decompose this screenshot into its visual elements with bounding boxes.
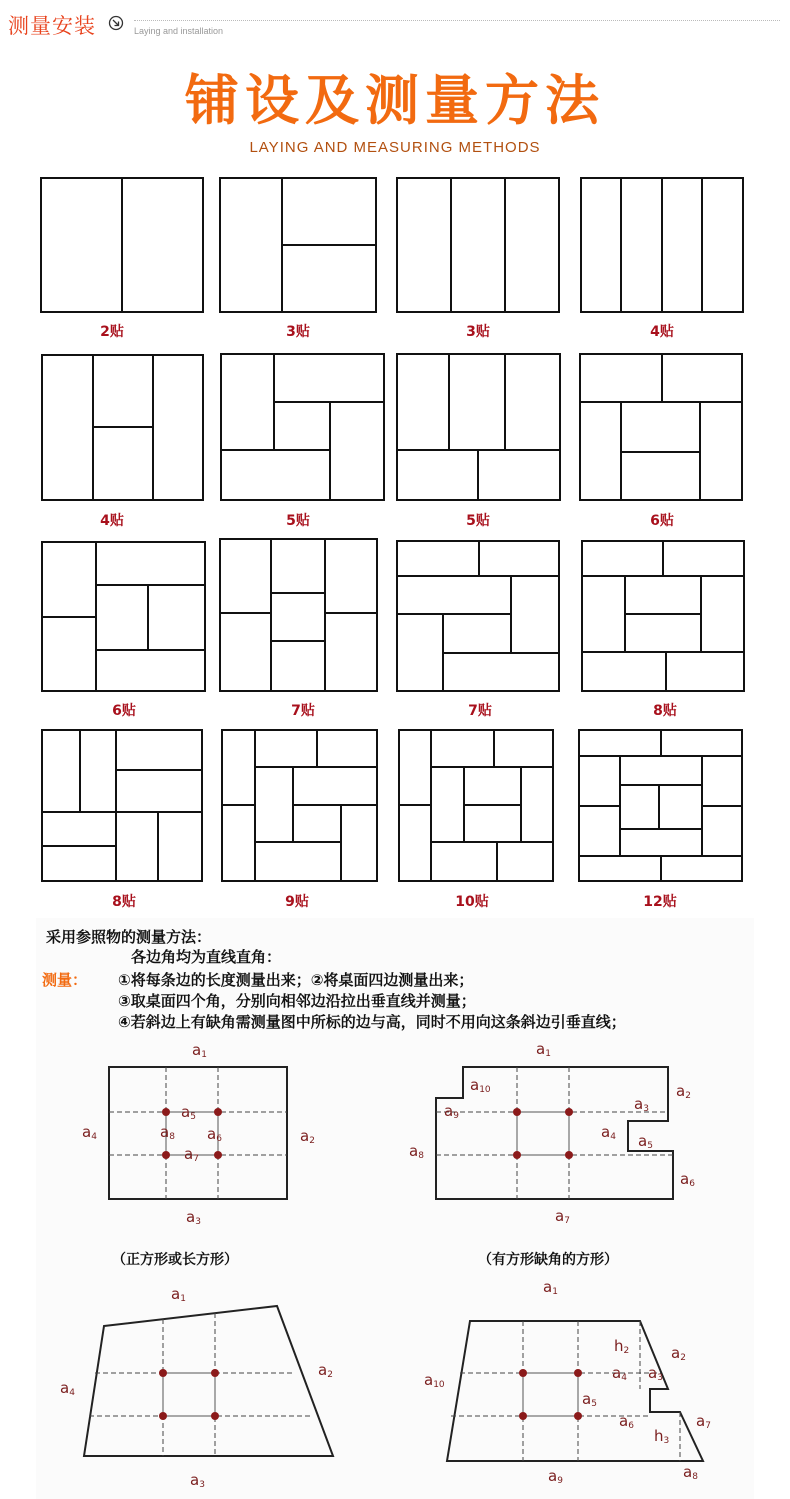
measure-title: 采用参照物的测量方法： [46, 928, 212, 946]
label-a2: a2 [318, 1361, 333, 1380]
layout-caption: 10贴 [455, 894, 489, 910]
label-a8: a8 [409, 1142, 424, 1161]
label-a9: a9 [548, 1467, 563, 1486]
layout-caption: 9贴 [285, 894, 309, 910]
label-a3: a3 [634, 1095, 649, 1114]
label-a1: a1 [543, 1278, 558, 1297]
page-subtitle: LAYING AND MEASURING METHODS [249, 139, 541, 156]
layout-caption: 7贴 [468, 703, 492, 719]
label-a3: a3 [648, 1364, 663, 1383]
label-a10: a10 [424, 1371, 445, 1390]
diagram-caption-notched: （有方形缺角的方形） [478, 1252, 618, 1268]
layout-caption: 12贴 [643, 894, 677, 910]
header-subtitle: Laying and installation [134, 26, 224, 36]
label-a6: a6 [207, 1125, 222, 1144]
layout-caption: 8贴 [112, 894, 136, 910]
layout-caption: 3贴 [286, 324, 310, 340]
page-title: 铺设及测量方法 [185, 69, 605, 132]
label-a3: a3 [190, 1471, 205, 1490]
label-a7: a7 [184, 1145, 199, 1164]
measure-instruction: ④若斜边上有缺角需测量图中所标的边与高，同时不用向这条斜边引垂直线； [118, 1013, 626, 1031]
label-a7: a7 [696, 1412, 711, 1431]
diagram-caption-rect: （正方形或长方形） [112, 1252, 238, 1268]
label-a1: a1 [536, 1040, 551, 1059]
layout-caption: 3贴 [466, 324, 490, 340]
layout-caption: 5贴 [466, 513, 490, 529]
measure-label: 测量： [42, 971, 88, 989]
diagram-slanted [424, 1278, 711, 1486]
layout-caption: 2贴 [100, 324, 124, 340]
label-a5: a5 [638, 1132, 653, 1151]
diagram-rectangle [82, 1041, 315, 1227]
label-a1: a1 [192, 1041, 207, 1060]
label-a3: a3 [186, 1208, 201, 1227]
label-a4: a4 [601, 1123, 616, 1142]
label-a1: a1 [171, 1285, 186, 1304]
label-a7: a7 [555, 1207, 570, 1226]
label-a8: a8 [160, 1123, 175, 1142]
label-a5: a5 [582, 1390, 597, 1409]
label-a4: a4 [612, 1364, 627, 1383]
diagram-notched [409, 1040, 695, 1226]
layout-caption: 7贴 [291, 703, 315, 719]
measure-instruction: ③取桌面四个角，分别向相邻边沿拉出垂直线并测量； [118, 992, 476, 1010]
label-a2: a2 [300, 1127, 315, 1146]
diagram-trapezoid [60, 1285, 333, 1490]
label-a8: a8 [683, 1463, 698, 1482]
label-a10: a10 [470, 1076, 491, 1095]
label-h2: h2 [614, 1337, 630, 1356]
label-a6: a6 [680, 1170, 695, 1189]
label-h3: h3 [654, 1427, 670, 1446]
layout-caption: 4贴 [650, 324, 674, 340]
layout-caption: 4贴 [100, 513, 124, 529]
label-a6: a6 [619, 1412, 634, 1431]
label-a2: a2 [671, 1344, 686, 1363]
measure-instruction: 各边角均为直线直角： [131, 948, 282, 966]
layout-caption: 6贴 [112, 703, 136, 719]
label-a4: a4 [82, 1123, 97, 1142]
layout-caption: 6贴 [650, 513, 674, 529]
label-a4: a4 [60, 1379, 75, 1398]
layout-caption: 8贴 [653, 703, 677, 719]
label-a5: a5 [181, 1103, 196, 1122]
layout-caption: 5贴 [286, 513, 310, 529]
measure-instruction: ①将每条边的长度测量出来；②将桌面四边测量出来； [118, 971, 474, 989]
header-title: 测量安装 [8, 14, 96, 38]
label-a2: a2 [676, 1082, 691, 1101]
label-a9: a9 [444, 1102, 459, 1121]
